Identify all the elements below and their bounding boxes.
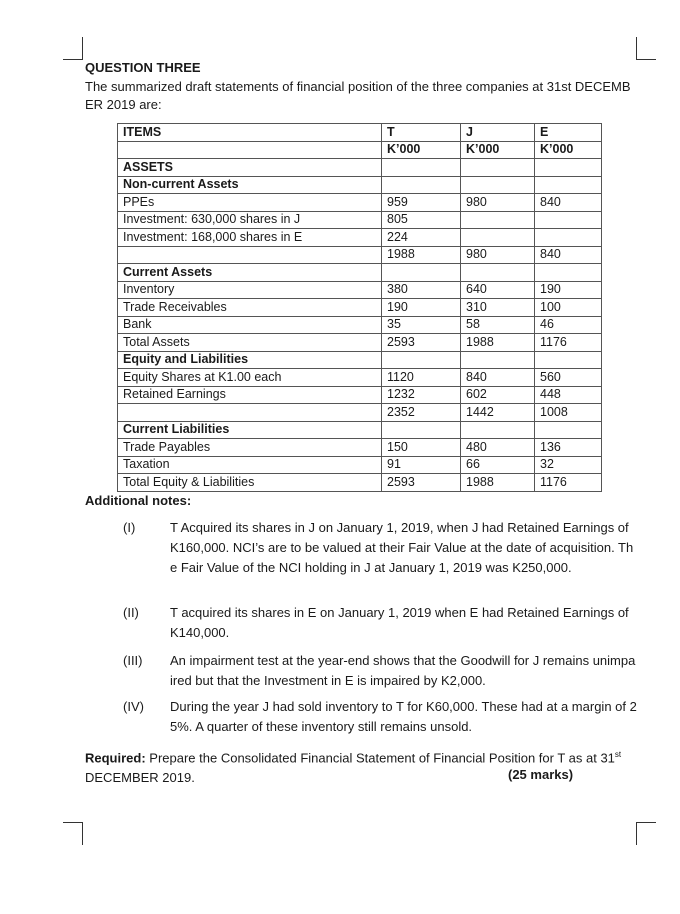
table-cell-value (461, 229, 535, 247)
table-cell-value (535, 211, 602, 229)
required-text: Prepare the Consolidated Financial Statement of Financial Position for T as at 31 (145, 750, 615, 766)
question-title: QUESTION THREE (85, 60, 201, 75)
table-row (118, 351, 602, 369)
table-row (118, 246, 602, 264)
table-cell-value: 805 (382, 211, 461, 229)
table-cell-value: 58 (461, 316, 535, 334)
table-cell-item: Trade Payables (118, 439, 382, 457)
table-cell-value: T (382, 124, 461, 142)
table-cell-value: 840 (535, 194, 602, 212)
table-cell-item: PPEs (118, 194, 382, 212)
table-cell-value (535, 264, 602, 282)
crop-mark-bottom-left (63, 822, 83, 845)
financial-position-table (117, 123, 602, 492)
crop-mark-bottom-right (636, 822, 656, 845)
table-cell-item (118, 404, 382, 422)
note-number: (IV) (123, 699, 144, 714)
note-text: During the year J had sold inventory to T for K60,000. These had at a margin of 25%. A quarter of these inventory still remains unsold. (170, 699, 637, 734)
table-cell-item: Current Assets (118, 264, 382, 282)
table-cell-item: Retained Earnings (118, 386, 382, 404)
additional-notes-label: Additional notes: (85, 493, 192, 508)
table-cell-value: K’000 (461, 141, 535, 159)
table-cell-value: 560 (535, 369, 602, 387)
table-cell-item: Total Equity & Liabilities (118, 474, 382, 492)
table-cell-value: 602 (461, 386, 535, 404)
table-row (118, 281, 602, 299)
table-cell-item: Total Assets (118, 334, 382, 352)
table-row (118, 334, 602, 352)
table-cell-value: 2593 (382, 474, 461, 492)
table-cell-item: Bank (118, 316, 382, 334)
table-cell-value (461, 211, 535, 229)
table-cell-item: ASSETS (118, 159, 382, 177)
table-cell-value: 380 (382, 281, 461, 299)
table-cell-value: 980 (461, 246, 535, 264)
table-cell-value: 480 (461, 439, 535, 457)
note-number: (II) (123, 605, 139, 620)
table-row (118, 159, 602, 177)
crop-mark-top-left (63, 37, 83, 60)
table-cell-value (382, 176, 461, 194)
table-cell-value: 2593 (382, 334, 461, 352)
table-cell-value: 35 (382, 316, 461, 334)
table-cell-item: Trade Receivables (118, 299, 382, 317)
crop-mark-top-right (636, 37, 656, 60)
table-cell-value (535, 159, 602, 177)
table-cell-value: 2352 (382, 404, 461, 422)
table-cell-value (461, 421, 535, 439)
table-cell-item: Equity and Liabilities (118, 351, 382, 369)
note-number: (III) (123, 653, 143, 668)
table-cell-value: 1008 (535, 404, 602, 422)
table-cell-value (461, 159, 535, 177)
table-row (118, 369, 602, 387)
required-text-end: DECEMBER 2019. (85, 770, 195, 786)
table-cell-value: 840 (461, 369, 535, 387)
table-cell-value: K’000 (535, 141, 602, 159)
table-cell-value (535, 229, 602, 247)
table-cell-value: 1232 (382, 386, 461, 404)
table-cell-item: Non-current Assets (118, 176, 382, 194)
table-cell-value (382, 351, 461, 369)
table-cell-value: 1988 (382, 246, 461, 264)
table-cell-value: 100 (535, 299, 602, 317)
table-cell-value (461, 351, 535, 369)
table-cell-value (382, 159, 461, 177)
table-row (118, 474, 602, 492)
table-row (118, 316, 602, 334)
table-cell-value (535, 421, 602, 439)
table-cell-value: 32 (535, 456, 602, 474)
table-row (118, 299, 602, 317)
table-cell-item (118, 141, 382, 159)
table-cell-value (382, 421, 461, 439)
table-cell-item: Current Liabilities (118, 421, 382, 439)
table-cell-value: 1988 (461, 474, 535, 492)
table-cell-value: 448 (535, 386, 602, 404)
intro-text: The summarized draft statements of financial position of the three companies at 31st DECEMBER 2019 are: (85, 79, 631, 112)
note-text: An impairment test at the year-end shows that the Goodwill for J remains unimpaired but that the Investment in E is impaired by K2,000. (170, 653, 636, 688)
table-cell-value: 224 (382, 229, 461, 247)
table-cell-item: ITEMS (118, 124, 382, 142)
table-row (118, 264, 602, 282)
table-cell-value: 190 (535, 281, 602, 299)
required-label: Required: (85, 750, 146, 766)
table-cell-value (461, 176, 535, 194)
table-cell-value: 190 (382, 299, 461, 317)
table-cell-value: 1120 (382, 369, 461, 387)
table-row (118, 229, 602, 247)
note-text: T Acquired its shares in J on January 1, 2019, when J had Retained Earnings of K160,000. NCI’s are to be valued at their Fair Value at the date of acquisition. The Fair Value of the NCI holding in J at January 1, 2019 was K250,000. (170, 520, 634, 575)
table-cell-value: 1176 (535, 474, 602, 492)
marks-label: (25 marks) (508, 767, 574, 782)
table-row (118, 141, 602, 159)
table-cell-item: Investment: 168,000 shares in E (118, 229, 382, 247)
table-cell-value: 310 (461, 299, 535, 317)
table-cell-item: Equity Shares at K1.00 each (118, 369, 382, 387)
table-cell-value (461, 264, 535, 282)
table-row (118, 211, 602, 229)
table-cell-value (535, 351, 602, 369)
table-cell-value: 91 (382, 456, 461, 474)
table-cell-value: 1442 (461, 404, 535, 422)
table-row (118, 124, 602, 142)
table-cell-value: J (461, 124, 535, 142)
table-cell-value: 136 (535, 439, 602, 457)
required-superscript: st (614, 750, 622, 759)
table-cell-value (535, 176, 602, 194)
table-cell-value: E (535, 124, 602, 142)
table-row (118, 421, 602, 439)
table-cell-item (118, 246, 382, 264)
table-cell-item: Investment: 630,000 shares in J (118, 211, 382, 229)
table-cell-value: 980 (461, 194, 535, 212)
table-cell-value: 1988 (461, 334, 535, 352)
table-cell-value: 46 (535, 316, 602, 334)
table-row (118, 386, 602, 404)
table-row (118, 456, 602, 474)
table-cell-value (382, 264, 461, 282)
note-text: T acquired its shares in E on January 1, 2019 when E had Retained Earnings of K140,000. (170, 605, 629, 640)
table-row (118, 194, 602, 212)
table-cell-value: 840 (535, 246, 602, 264)
note-number: (I) (123, 520, 136, 535)
table-cell-value: 1176 (535, 334, 602, 352)
table-cell-value: K’000 (382, 141, 461, 159)
table-cell-item: Taxation (118, 456, 382, 474)
table-cell-value: 640 (461, 281, 535, 299)
table-cell-item: Inventory (118, 281, 382, 299)
table-row (118, 404, 602, 422)
table-cell-value: 959 (382, 194, 461, 212)
table-cell-value: 66 (461, 456, 535, 474)
table-row (118, 176, 602, 194)
table-cell-value: 150 (382, 439, 461, 457)
table-row (118, 439, 602, 457)
